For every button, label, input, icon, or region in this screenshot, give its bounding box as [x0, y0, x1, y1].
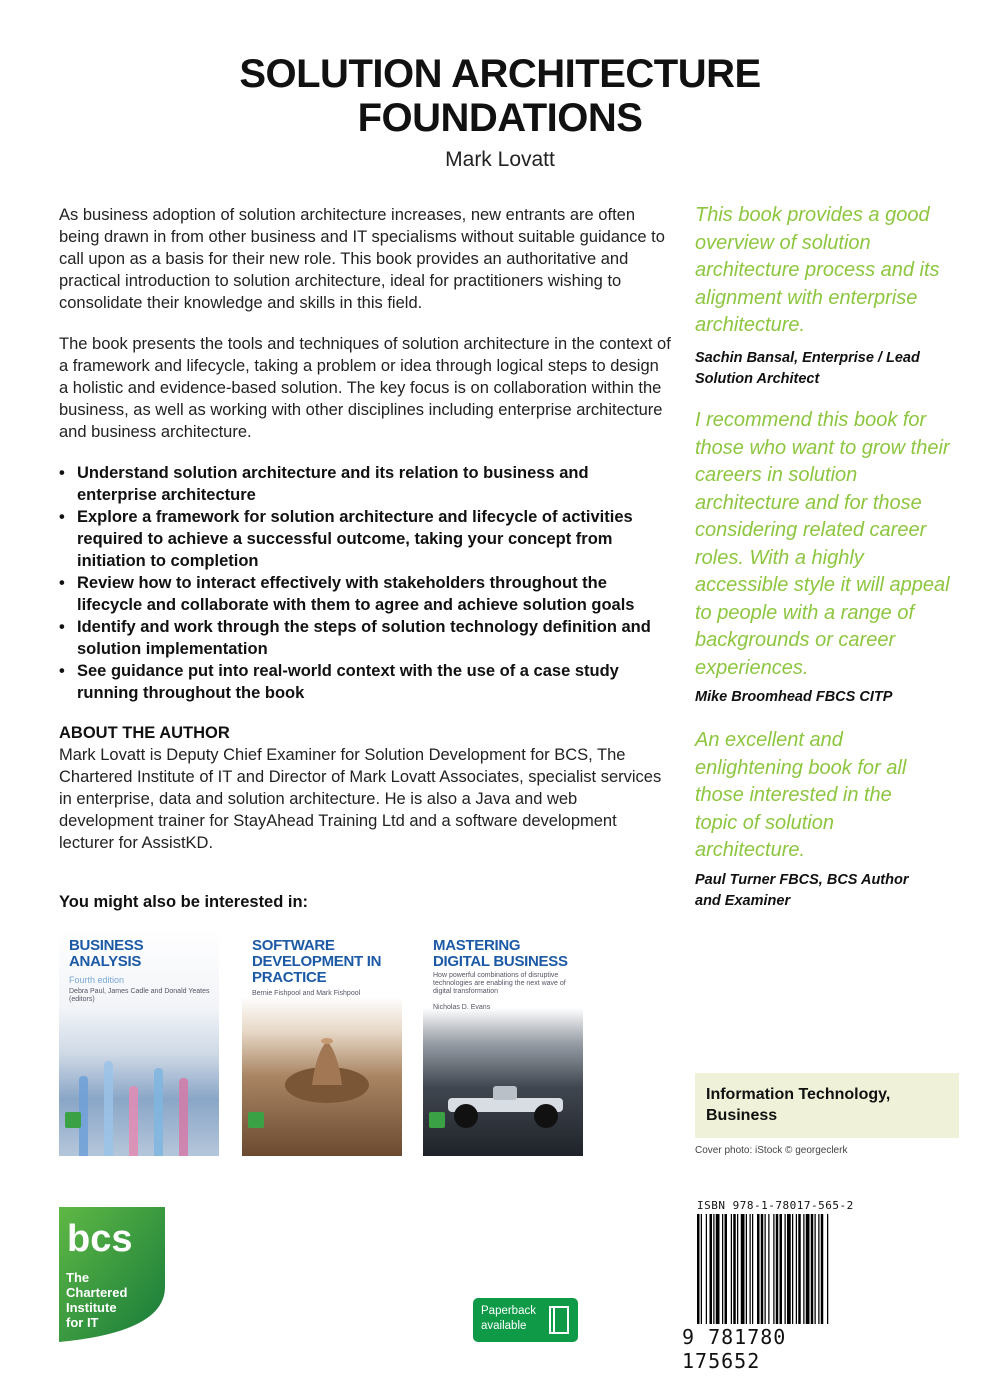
- book-edition: Fourth edition: [69, 975, 125, 985]
- barcode-bar: [737, 1214, 738, 1324]
- barcode-bar: [752, 1214, 753, 1324]
- barcode-bar: [746, 1214, 747, 1324]
- book-authors: Bernie Fishpool and Mark Fishpool: [252, 990, 361, 997]
- barcode-bar: [701, 1214, 702, 1324]
- barcode-bar: [750, 1214, 751, 1324]
- barcode-bar: [821, 1214, 824, 1324]
- barcode-bar: [785, 1214, 786, 1324]
- barcode-bar: [780, 1214, 783, 1324]
- paperback-badge: [473, 1298, 578, 1342]
- pottery-wheel-image: [282, 1023, 372, 1113]
- about-author-text: Mark Lovatt is Deputy Chief Examiner for Solution Development for BCS, The Chartered Institute of IT and Director of Mark Lovatt Associates, specialist services in enterprise, data and solution architecture. He is also a Java and web development trainer for StayAhead Training Ltd and a software development lecturer for AssistKD.: [59, 746, 662, 852]
- review-attribution-1: Sachin Bansal, Enterprise / Lead Solution Architect: [695, 350, 920, 387]
- feature-item: • Explore a framework for solution architecture and lifecycle of activities required to achieve a successful outcome, taking your concept from initiation to completion: [59, 506, 671, 572]
- bcs-badge-icon: [429, 1112, 445, 1128]
- barcode-number: 9 781780 175652: [682, 1325, 787, 1373]
- book-title: SOFTWARE DEVELOPMENT IN PRACTICE: [252, 937, 382, 986]
- subject-category-box: [695, 1073, 959, 1138]
- barcode-bar: [768, 1214, 769, 1324]
- barcode-bar: [818, 1214, 819, 1324]
- review-quote-2: I recommend this book for those who want to grow their careers in solution architecture and for those considering related career roles. With a highly accessible style it will appeal to people with a range of backgrounds or career experiences.: [695, 409, 950, 679]
- review-quote-3: An excellent and enlightening book for all those interested in the topic of solution architecture.: [695, 729, 907, 861]
- bcs-badge-icon: [65, 1112, 81, 1128]
- barcode-bar: [803, 1214, 804, 1324]
- feature-list: [59, 462, 671, 704]
- review-attribution-3: Paul Turner FBCS, BCS Author and Examiner: [695, 872, 909, 909]
- feature-item: • Review how to interact effectively with stakeholders throughout the lifecycle and collaborate with them to agree and achieve solution goals: [59, 572, 671, 616]
- barcode-bar: [706, 1214, 707, 1324]
- feature-item: • See guidance put into real-world context with the use of a case study running throughout the book: [59, 660, 671, 704]
- book-authors: Nicholas D. Evans: [433, 1004, 491, 1011]
- barcode-bar: [815, 1214, 816, 1324]
- blurb-paragraph-1: As business adoption of solution architecture increases, new entrants are often being drawn in from other business and IT specialisms without suitable guidance to call upon as a basis for their new role. This book provides an authoritative and practical introduction to solution architecture, ideal for practitioners wishing to consolidate their knowledge and skills in this field.: [59, 206, 665, 312]
- book-icon: [548, 1305, 570, 1335]
- barcode-bar: [811, 1214, 814, 1324]
- bcs-badge-icon: [248, 1112, 264, 1128]
- author-name: Mark Lovatt: [445, 148, 555, 171]
- barcode-bar: [713, 1214, 714, 1324]
- barcode-bar: [731, 1214, 732, 1324]
- barcode-bar: [792, 1214, 793, 1324]
- barcode-bar: [796, 1214, 797, 1324]
- test-tube-image: [179, 1078, 188, 1156]
- barcode-bar: [765, 1214, 766, 1324]
- paperback-line-2: available: [481, 1320, 527, 1332]
- barcode-bar: [761, 1214, 764, 1324]
- barcode-bar: [722, 1214, 723, 1324]
- book-cover-mastering-digital-business[interactable]: [423, 928, 583, 1156]
- test-tube-image: [104, 1061, 113, 1156]
- test-tube-image: [129, 1086, 138, 1156]
- book-subtitle: How powerful combinations of disruptive technologies are enabling the next wave of digital transformation: [433, 972, 566, 995]
- title-line-2: FOUNDATIONS: [357, 96, 643, 140]
- about-author-heading: ABOUT THE AUTHOR: [59, 724, 230, 742]
- isbn-text: ISBN 978-1-78017-565-2: [697, 1199, 854, 1212]
- blurb-paragraph-2: The book presents the tools and techniques of solution architecture in the context of a framework and lifecycle, taking a problem or idea through logical steps to design a holistic and evidence-based solution. The key focus is on collaboration within the business, as well as working with other disciplines including enterprise architecture and business architecture.: [59, 335, 671, 441]
- book-title: MASTERING DIGITAL BUSINESS: [433, 937, 568, 970]
- barcode-bar: [806, 1214, 810, 1324]
- book-title: BUSINESS ANALYSIS: [69, 937, 144, 970]
- bcs-tagline: The Chartered Institute for IT: [66, 1270, 128, 1330]
- barcode-bar: [787, 1214, 791, 1324]
- barcode-bar: [776, 1214, 779, 1324]
- title-line-1: SOLUTION ARCHITECTURE: [239, 52, 761, 96]
- barcode-bar: [757, 1214, 760, 1324]
- paperback-line-1: Paperback: [481, 1305, 536, 1317]
- barcode-bar: [773, 1214, 774, 1324]
- barcode-bar: [716, 1214, 720, 1324]
- feature-item: • Identify and work through the steps of solution technology definition and solution implementation: [59, 616, 671, 660]
- barcode-bar: [827, 1214, 828, 1324]
- book-cover-software-development[interactable]: [242, 928, 402, 1156]
- book-title: [0, 52, 1000, 140]
- barcode-bar: [725, 1214, 728, 1324]
- paperback-label: [481, 1304, 536, 1334]
- book-authors: Debra Paul, James Cadle and Donald Yeates (editors): [69, 988, 210, 1003]
- subject-category: Information Technology, Business: [706, 1086, 891, 1124]
- review-attribution-2: Mike Broomhead FBCS CITP: [695, 689, 893, 705]
- feature-item: • Understand solution architecture and its relation to business and enterprise architecture: [59, 462, 671, 506]
- main-column: [59, 204, 671, 873]
- race-car-image: [438, 1068, 573, 1138]
- barcode-bar: [710, 1214, 713, 1324]
- test-tube-image: [154, 1068, 163, 1156]
- bcs-logo-text: bcs: [67, 1218, 133, 1260]
- barcode-bar: [798, 1214, 801, 1324]
- barcode-bar: [733, 1214, 736, 1324]
- book-cover-business-analysis[interactable]: [59, 928, 219, 1156]
- barcode-bar: [697, 1214, 700, 1324]
- cover-photo-credit: Cover photo: iStock © georgeclerk: [695, 1145, 848, 1156]
- barcode-icon: [697, 1214, 865, 1324]
- review-quote-1: This book provides a good overview of solution architecture process and its alignment with enterprise architecture.: [695, 204, 940, 336]
- barcode-bar: [741, 1214, 745, 1324]
- related-books-label: You might also be interested in:: [59, 893, 309, 911]
